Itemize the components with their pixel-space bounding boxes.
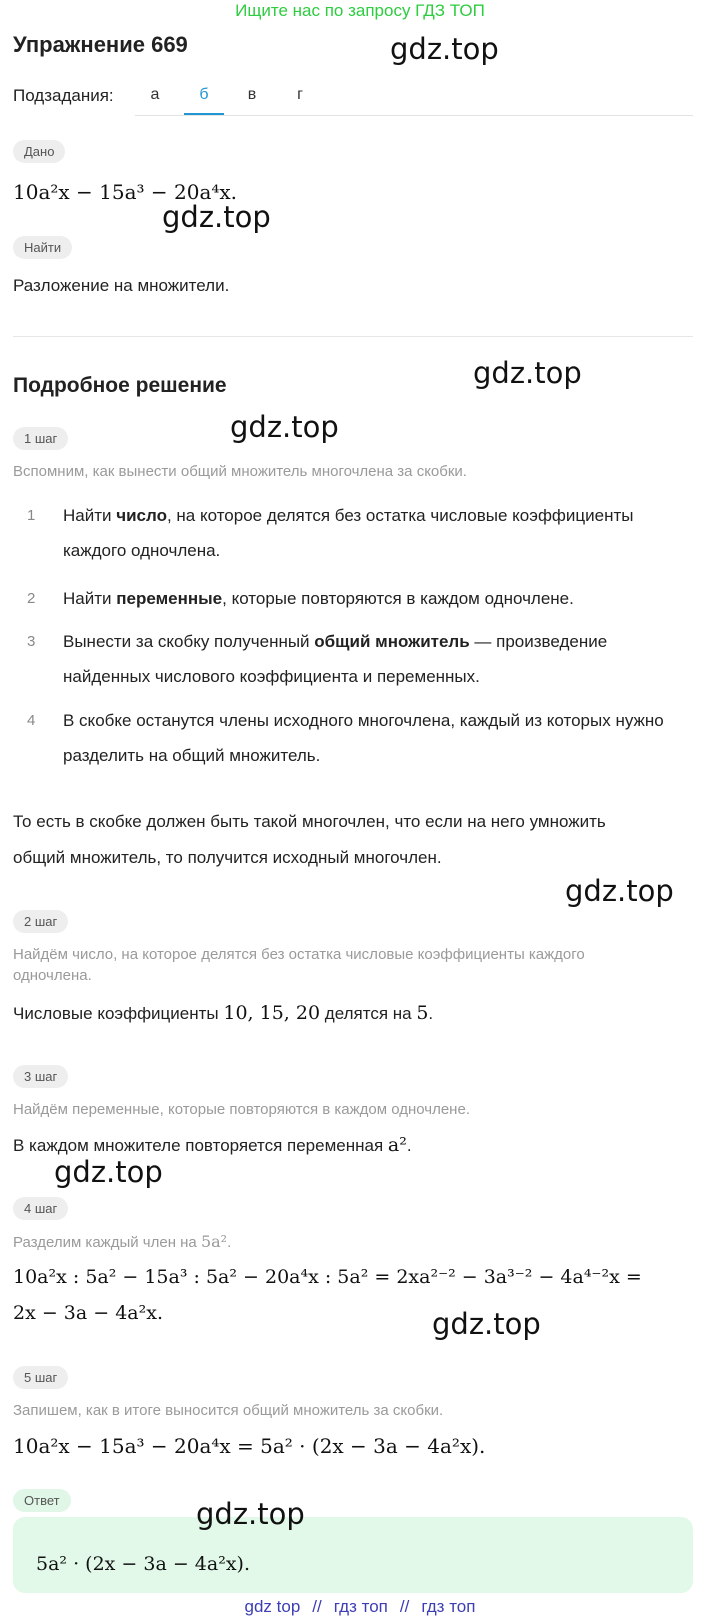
step4-chip-wrap (13, 1197, 68, 1220)
step3-hint: Найдём переменные, которые повторяются в каждом одночлене. (13, 1101, 470, 1118)
section-divider (13, 336, 693, 337)
answer-chip-wrap (13, 1489, 71, 1512)
tab-v[interactable]: в (247, 86, 257, 103)
footer-links (0, 1597, 720, 1617)
watermark: gdz.top (565, 874, 674, 908)
step2-chip-wrap (13, 910, 68, 933)
answer-expression: 5a² · (2x − 3a − 4a²x). (36, 1553, 250, 1575)
step2-hint: Найдём число, на которое делятся без остатка числовые коэффициенты каждого одночлена. (13, 946, 585, 984)
answer-chip: Ответ (13, 1489, 71, 1512)
step5-chip: 5 шаг (13, 1366, 68, 1389)
solution-heading: Подробное решение (13, 374, 227, 397)
given-chip-wrap (13, 140, 65, 163)
tab-a[interactable]: а (150, 86, 160, 103)
step5-expression: 10a²x − 15a³ − 20a⁴x = 5a² · (2x − 3a − 4a²x). (13, 1434, 486, 1458)
step3-chip: 3 шаг (13, 1065, 68, 1088)
watermark: gdz.top (162, 200, 271, 234)
step4-chip: 4 шаг (13, 1197, 68, 1220)
list-item: 3 Вынести за скобку полученный общий множитель — произведение найденных числового коэффициента и переменных. (27, 624, 683, 694)
tab-g[interactable]: г (297, 86, 303, 103)
step4-equation-line2: 2x − 3a − 4a²x. (13, 1302, 164, 1324)
step1-summary-line2: общий множитель, то получится исходный многочлен. (13, 848, 442, 867)
step3-variable: a² (387, 1134, 407, 1156)
answer-box (13, 1517, 693, 1593)
step1-chip-wrap (13, 427, 68, 450)
step4-hint: Разделим каждый член на 5a². (13, 1232, 232, 1251)
given-expression: 10a²x − 15a³ − 20a⁴x. (13, 180, 238, 204)
watermark: gdz.top (196, 1497, 305, 1531)
step4-equation-line1: 10a²x : 5a² − 15a³ : 5a² − 20a⁴x : 5a² = 2xa²⁻² − 3a³⁻² − 4a⁴⁻²x = (13, 1266, 642, 1288)
list-item: 4 В скобке останутся члены исходного многочлена, каждый из которых нужно разделить на общий множитель. (27, 703, 683, 773)
list-item: 1 Найти число, на которое делятся без остатка числовые коэффициенты каждого одночлена. (27, 498, 683, 568)
find-text: Разложение на множители. (13, 276, 230, 295)
step4-hint-math: 5a² (200, 1232, 228, 1251)
subtasks-bar (13, 84, 693, 116)
step3-chip-wrap (13, 1065, 68, 1088)
footer-separator: // (312, 1597, 322, 1616)
step5-chip-wrap (13, 1366, 68, 1389)
footer-link[interactable]: gdz top (244, 1597, 301, 1616)
find-chip-wrap (13, 236, 72, 259)
page-title: Упражнение 669 (13, 32, 188, 57)
step1-summary-line1: То есть в скобке должен быть такой многочлен, что если на него умножить (13, 812, 606, 831)
watermark: gdz.top (473, 356, 582, 390)
find-chip: Найти (13, 236, 72, 259)
subtasks-label: Подзадания: (13, 86, 114, 105)
step2-coefficients: 10, 15, 20 (223, 1002, 321, 1024)
step5-hint: Запишем, как в итоге выносится общий множитель за скобки. (13, 1402, 444, 1419)
promo-banner[interactable]: Ищите нас по запросу ГДЗ ТОП (235, 1, 485, 20)
step3-text: В каждом множителе повторяется переменная a². (13, 1134, 412, 1156)
step1-hint: Вспомним, как вынести общий множитель многочлена за скобки. (13, 463, 467, 480)
step2-divisor: 5 (416, 1002, 429, 1024)
footer-link[interactable]: гдз топ (333, 1597, 388, 1616)
watermark: gdz.top (432, 1307, 541, 1341)
given-chip: Дано (13, 140, 65, 163)
footer-separator: // (399, 1597, 410, 1616)
step1-chip: 1 шаг (13, 427, 68, 450)
tabs-divider (135, 115, 693, 116)
watermark: gdz.top (390, 32, 499, 66)
footer-link[interactable]: гдз топ (421, 1597, 476, 1616)
watermark: gdz.top (54, 1155, 163, 1189)
tab-b[interactable]: б (184, 86, 224, 104)
list-item-number: 4 (27, 712, 36, 729)
step2-text: Числовые коэффициенты 10, 15, 20 делятся на 5. (13, 1002, 434, 1024)
watermark: gdz.top (230, 410, 339, 444)
list-item-number: 1 (27, 507, 36, 524)
list-item-number: 2 (27, 590, 36, 607)
step2-chip: 2 шаг (13, 910, 68, 933)
list-item: 2 Найти переменные, которые повторяются в каждом одночлене. (27, 581, 683, 616)
list-item-number: 3 (27, 633, 36, 650)
